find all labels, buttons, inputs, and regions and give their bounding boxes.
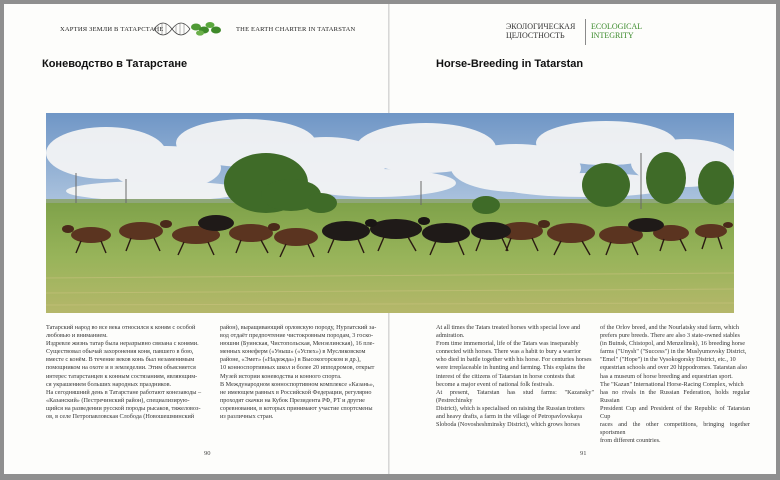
section-label-en: ECOLOGICAL INTEGRITY — [591, 22, 643, 40]
left-column-1: Татарский народ во все века относился к коням с особой любовью и вниманием. Издревле жизнь татар была неразрывно связана с конями. Существовал обычай захоронения коня, павшего в бою, вместе с конём. В течение веков конь был незаменимым помощником на охоте и в земледелии. Этим объясняется интерес татарстанцев к конным состязаниям, являющим- ся украшением больших народных праздников. На сегодняшний день в Татарстане работают конезаводы – «Казанский» (Пестречинский район), специализирую- щийся на разведении русской породы рысаков, тяжеловоз- ов, в селе Петропавловская Слобода (Новошешминский — [46, 324, 202, 421]
dna-leaf-logo-icon — [152, 19, 224, 39]
header-left-title: ХАРТИЯ ЗЕМЛИ В ТАТАРСТАНЕ — [60, 26, 164, 33]
section-divider — [585, 19, 586, 45]
page-title-en: Horse-Breeding in Tatarstan — [436, 58, 584, 70]
page-title-ru: Коневодство в Татарстане — [42, 58, 188, 70]
right-column-2: of the Orlov breed, and the Nourlatsky stud farm, which prefers pure breeds. There are also 3 state-owned stables (in Buinsk, Chistopol, and Menzelinsk), 16 breeding horse farms ("Unysh" ("Success") in the Muslyumovsky District, "Emel" ("Hope") in the Vysokogorsky District, etc., 10 equestrian schools and over 20 hippodromes. Tatarstan also has a museum of horse breeding and equestrian sport. The "Kazan" International Horse-Racing Complex, which has no rivals in the Russian Federation, holds regular Russian President Cup and President of the Republic of Tatarstan Cup races and the other competitions, bringing together sportsmen from different countries. — [600, 324, 750, 445]
horse-herd-panorama-photo — [46, 113, 734, 313]
right-column-1: At all times the Tatars treated horses with special love and admiration. From time immemorial, life of the Tatars was inseparably connected with horses. There was a habit to bury a warrior who died in battle together with his horse. For centuries horses were irreplaceable in hunting and farming. This explains the interest of the citizens of Tatarstan in horse contests that become a major event of national folk festivals. At present, Tatarstan has stud farms: "Kazansky" (Pestrechinsky District), which is specialised on raising the Russian trotters and heavy drafts, a farm in the village of Petropavlovskaya Sloboda (Novosheshminsky District), which grows horses — [436, 324, 594, 429]
page-number-right: 91 — [580, 450, 587, 457]
section-label-ru: ЭКОЛОГИЧЕСКАЯ ЦЕЛОСТНОСТЬ — [506, 22, 576, 40]
header-right-title: THE EARTH CHARTER IN TATARSTAN — [236, 26, 356, 33]
page-number-left: 90 — [204, 450, 211, 457]
left-column-2: район), выращивающий орловскую породу, Нурлатский за- вод отдаёт предпочтение чистокровным породам, 3 госко- нюшни (Буинская, Чистопольская, Мензелинская), 16 пле- менных конеферм («Уныш» («Успех») в Мусликовском районе, «Эмет» («Надежда») в Высокогорском и др.), 10 конноспортивных школ и более 20 ипподромов, открыт Музей истории коневодства и конного спорта. В Международном конноспортивном комплексе «Казань», не имеющем равных в Российской Федерации, регулярно проходят скачки на Кубок Президента РФ, РТ и другие соревнования, в которых принимают участие спортсмены из различных стран. — [220, 324, 377, 421]
